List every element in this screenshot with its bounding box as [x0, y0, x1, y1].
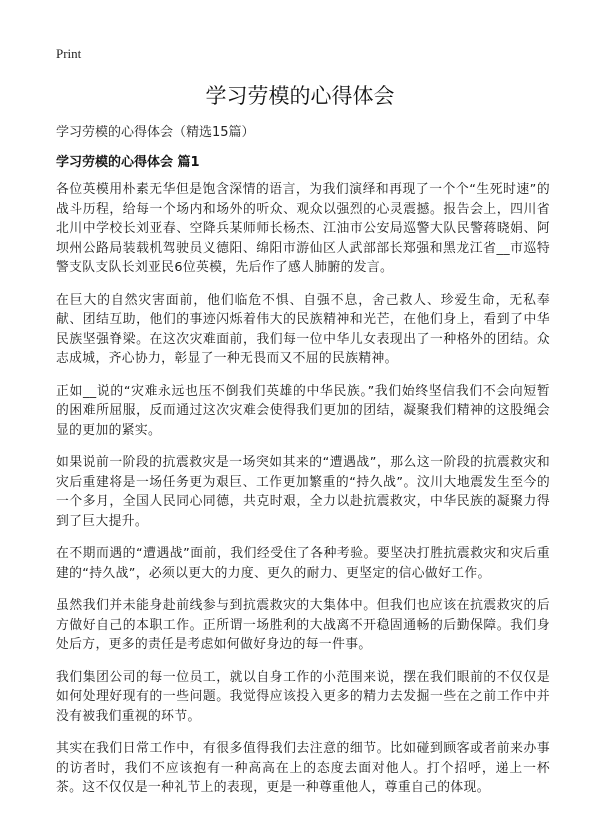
- print-label: Print: [56, 46, 82, 61]
- paragraph-1: 各位英模用朴素无华但是饱含深情的语言，为我们演绎和再现了一个个“生死时速”的战斗历程，给每一个场内和场外的听众、观众以强烈的心灵震撼。报告会上，四川省北川中学校长刘亚春、空降兵某师师长杨杰、江油市公安局巡警大队民警蒋晓娟、阿坝州公路局装载机驾驶员义德阳、绵阳市游仙区人武部部长郑强和黑龙江省__市巡特警支队支队长刘亚民6位英模，先后作了感人肺腑的发言。: [56, 182, 550, 275]
- paragraph-6: 虽然我们并未能身赴前线参与到抗震救灾的大集体中。但我们也应该在抗震救灾的后方做好自己的本职工作。正所谓一场胜利的大战离不开稳固通畅的后勤保障。我们身处后方，更多的责任是考虑如何做好身边的每一件事。: [56, 598, 550, 652]
- document-body: [56, 180, 550, 811]
- section-heading: 学习劳模的心得体会 篇1: [56, 155, 200, 170]
- paragraph-5: 在不期而遇的“遭遇战”面前，我们经受住了各种考验。要坚决打胜抗震救灾和灾后重建的“持久战”，必须以更大的力度、更久的耐力、更坚定的信心做好工作。: [56, 546, 550, 581]
- paragraph-3: 正如__说的“灾难永远也压不倒我们英雄的中华民族。”我们始终坚信我们不会向短暂的困难所屈服，反而通过这次灾难会使得我们更加的团结，凝聚我们精神的这股绳会显的更加的紧实。: [56, 383, 550, 438]
- page-title: 学习劳模的心得体会: [205, 84, 395, 108]
- paragraph-2: 在巨大的自然灾害面前，他们临危不惧、自强不息，舍己救人、珍爱生命，无私奉献、团结互助，他们的事迹闪烁着伟大的民族精神和光芒，在他们身上，看到了中华民族坚强脊梁。在这次灾难面前，我们每一位中华儿女表现出了一种格外的团结。众志成城，齐心协力，彰显了一种无畏而又不屈的民族精神。: [56, 292, 550, 366]
- paragraph-8: 其实在我们日常工作中，有很多值得我们去注意的细节。比如碰到顾客或者前来办事的访者时，我们不应该抱有一种高高在上的态度去面对他人。打个招呼，递上一杯茶。这不仅仅是一种礼节上的表现，更是一种尊重他人，尊重自己的体现。: [56, 741, 550, 795]
- paragraph-4: 如果说前一阶段的抗震救灾是一场突如其来的“遭遇战”，那么这一阶段的抗震救灾和灾后重建将是一场任务更为艰巨、工作更加繁重的“持久战”。汶川大地震发生至今的一个多月，全国人民同心同德，共克时艰，全力以赴抗震救灾，中华民族的凝聚力得到了巨大提升。: [56, 455, 550, 529]
- paragraph-7: 我们集团公司的每一位员工，就以自身工作的小范围来说，摆在我们眼前的不仅仅是如何处理好现有的一些问题。我觉得应该投入更多的精力去发掘一些在之前工作中并没有被我们重视的环节。: [56, 669, 550, 724]
- document-subtitle: 学习劳模的心得体会（精选15篇）: [56, 125, 255, 140]
